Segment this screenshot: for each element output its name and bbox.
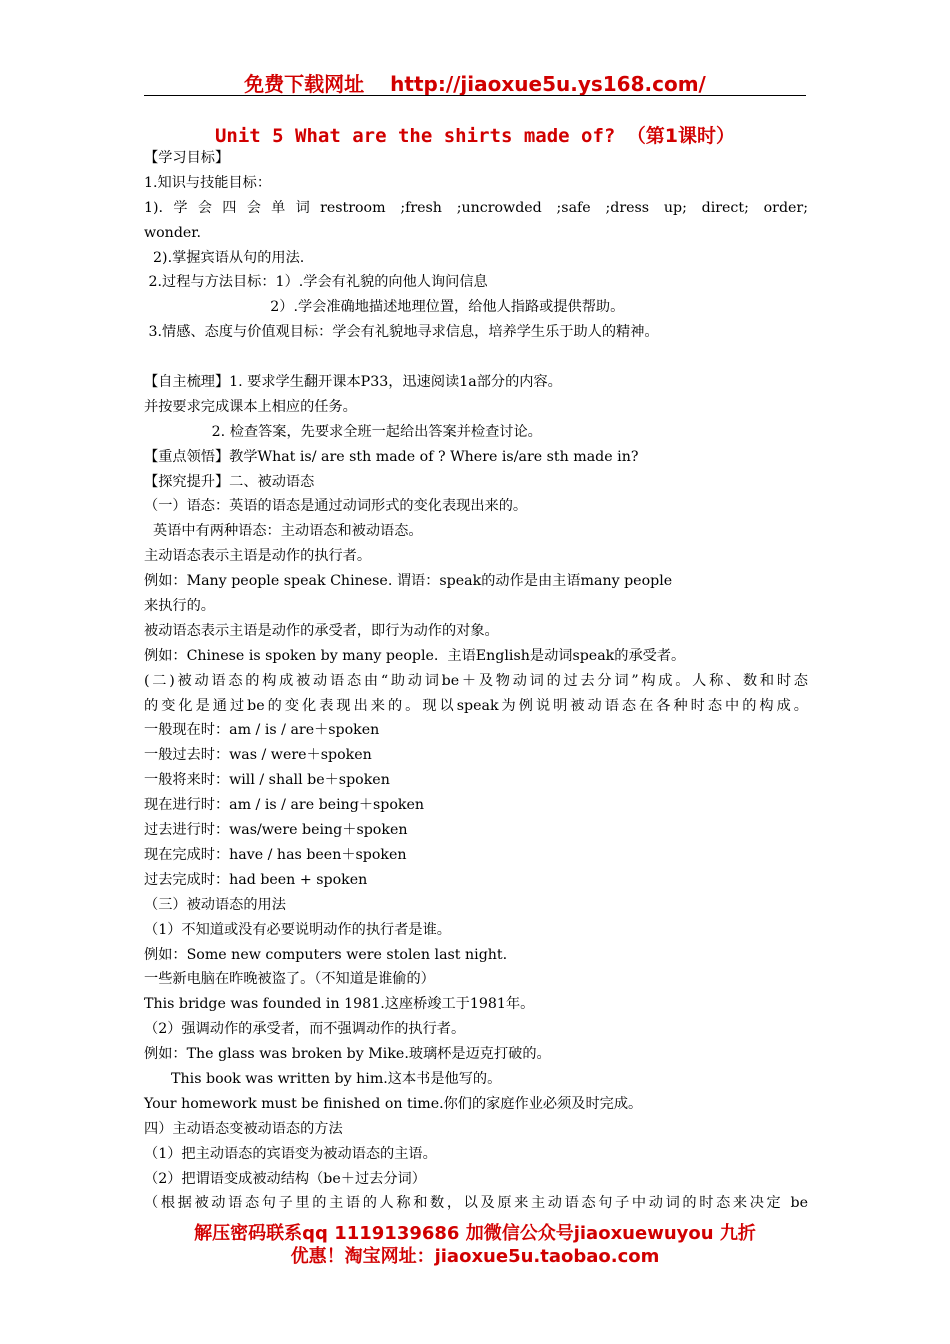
text-line: 【学习目标】: [144, 150, 230, 166]
lesson-title-zh: （第1课时）: [626, 125, 736, 147]
document-body: [144, 146, 808, 1216]
text-line: Your homework must be finished on time.你们的家庭作业必须及时完成。: [144, 1095, 643, 1112]
text-line: 一般将来时：will / shall be＋spoken: [144, 772, 390, 789]
text-line: 英语中有两种语态：主动语态和被动语态。: [144, 523, 423, 540]
text-line: 现在完成时：have / has been＋spoken: [144, 846, 407, 863]
text-line: This book was written by him.这本书是他写的。: [144, 1070, 502, 1087]
text-line: 1.知识与技能目标：: [144, 174, 272, 191]
footer-shop-line: 优惠！淘宝网址：jiaoxue5u.taobao.com: [290, 1246, 660, 1267]
text-line: 2. 检查答案，先要求全班一起给出答案并检查讨论。: [144, 423, 542, 440]
text-line: 例如：Many people speak Chinese. 谓语：speak的动作是由主语many people: [144, 573, 673, 590]
text-line: (二)被动语态的构成被动语态由“助动词be＋及物动词的过去分词”构成。人称、数和时态: [144, 672, 808, 689]
text-line: 2).掌握宾语从句的用法.: [144, 249, 305, 266]
header-label: 免费下载网址: [244, 72, 365, 96]
lesson-title-en: Unit 5 What are the shirts made of?: [214, 125, 627, 147]
lesson-title: [0, 121, 950, 148]
footer-contact-line: 解压密码联系qq 1119139686 加微信公众号jiaoxuewuyou 九折: [194, 1223, 756, 1244]
text-line: 2.过程与方法目标：1）.学会有礼貌的向他人询问信息: [144, 274, 488, 291]
text-line: 过去进行时：was/were being＋spoken: [144, 822, 408, 839]
text-line: This bridge was founded in 1981.这座桥竣工于1981年。: [144, 996, 535, 1013]
text-line: 四）主动语态变被动语态的方法: [144, 1120, 343, 1137]
text-line: 一般过去时：was / were＋spoken: [144, 747, 372, 764]
text-line: 过去完成时：had been + spoken: [144, 871, 368, 888]
download-header: [144, 68, 806, 97]
header-url-link[interactable]: http://jiaoxue5u.ys168.com/: [390, 72, 706, 96]
text-line: 1).学会四会单词restroom ;fresh ;uncrowded ;safe ;dress up; direct; order;: [144, 199, 808, 216]
text-line: （2）强调动作的承受者，而不强调动作的执行者。: [144, 1021, 466, 1038]
header-divider: [144, 95, 806, 96]
text-line: （2）把谓语变成被动结构（be＋过去分词）: [144, 1170, 426, 1187]
text-line: 的变化是通过be的变化表现出来的。现以speak为例说明被动语态在各种时态中的构成。: [144, 697, 808, 714]
text-line: [144, 345, 808, 370]
text-line: 并按要求完成课本上相应的任务。: [144, 398, 357, 415]
text-line: （根据被动语态句子里的主语的人称和数，以及原来主动语态句子中动词的时态来决定 be: [144, 1195, 808, 1212]
text-line: 被动语态表示主语是动作的承受者，即行为动作的对象。: [144, 622, 499, 639]
text-line: 现在进行时：am / is / are being＋spoken: [144, 797, 425, 814]
text-line: 例如：Some new computers were stolen last night.: [144, 946, 508, 963]
text-line: 一般现在时：am / is / are＋spoken: [144, 722, 380, 739]
text-line: 【探究提升】二、被动语态: [144, 473, 315, 490]
text-line: 【重点领悟】教学What is/ are sth made of ? Where is/are sth made in?: [144, 448, 639, 465]
text-line: （1）不知道或没有必要说明动作的执行者是谁。: [144, 921, 451, 938]
text-line: （三）被动语态的用法: [144, 896, 286, 913]
text-line: 【自主梳理】1. 要求学生翻开课本P33，迅速阅读1a部分的内容。: [144, 374, 562, 391]
text-line: 例如：Chinese is spoken by many people. 主语English是动词speak的承受者。: [144, 647, 686, 664]
text-line: （一）语态：英语的语态是通过动词形式的变化表现出来的。: [144, 498, 528, 515]
text-line: 主动语态表示主语是动作的执行者。: [144, 548, 372, 565]
text-line: （1）把主动语态的宾语变为被动语态的主语。: [144, 1145, 437, 1162]
text-line: 来执行的。: [144, 598, 215, 615]
text-line: 2）.学会准确地描述地理位置，给他人指路或提供帮助。: [144, 299, 625, 316]
text-line: 一些新电脑在昨晚被盗了。（不知道是谁偷的）: [144, 971, 435, 988]
text-line: 3.情感、态度与价值观目标：学会有礼貌地寻求信息，培养学生乐于助人的精神。: [144, 324, 659, 341]
text-line: 例如：The glass was broken by Mike.玻璃杯是迈克打破的。: [144, 1046, 551, 1063]
text-line: wonder.: [144, 224, 202, 241]
